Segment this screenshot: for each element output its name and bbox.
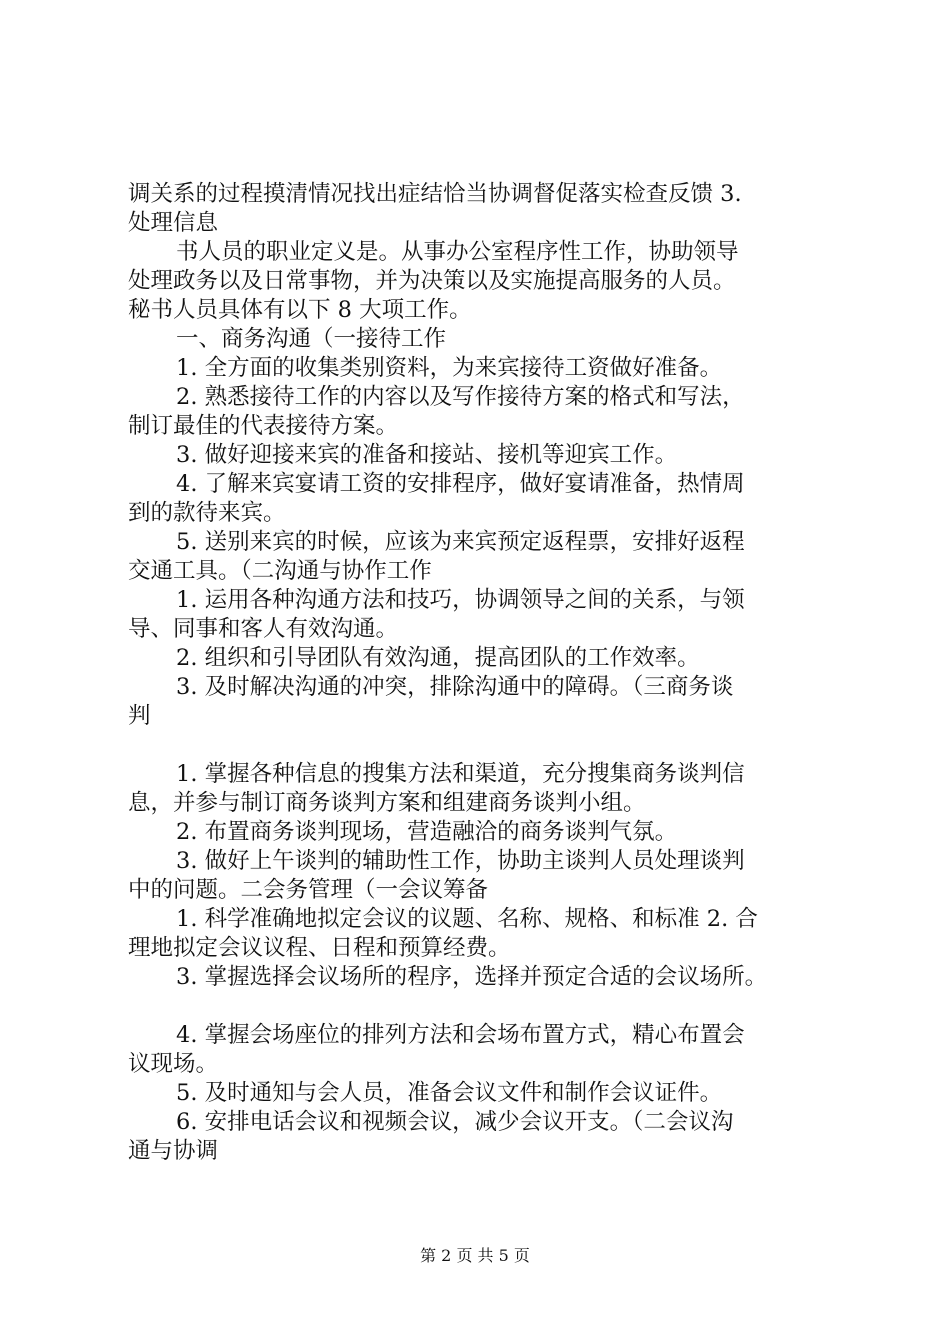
text-line: 2. 组织和引导团队有效沟通，提高团队的工作效率。 (176, 645, 700, 671)
text-line: 1. 运用各种沟通方法和技巧，协调领导之间的关系，与领 (176, 587, 745, 613)
text-line: 秘书人员具体有以下 8 大项工作。 (128, 297, 472, 323)
text-line: 理地拟定会议议程、日程和预算经费。 (128, 935, 511, 961)
text-line: 3. 做好迎接来宾的准备和接站、接机等迎宾工作。 (176, 442, 678, 468)
text-line: 4. 了解来宾宴请工资的安排程序，做好宴请准备，热情周 (176, 471, 745, 497)
text-line: 议现场。 (128, 1051, 219, 1077)
text-line: 1. 全方面的收集类别资料，为来宾接待工资做好准备。 (176, 355, 723, 381)
text-line: 处理政务以及日常事物，并为决策以及实施提高服务的人员。 (128, 268, 736, 294)
text-line: 3. 掌握选择会议场所的程序，选择并预定合适的会议场所。 (176, 964, 768, 990)
text-line: 到的款待来宾。 (128, 500, 286, 526)
text-line: 调关系的过程摸清情况找出症结恰当协调督促落实检查反馈 3. (128, 181, 742, 207)
text-line: 2. 布置商务谈判现场，营造融洽的商务谈判气氛。 (176, 819, 678, 845)
text-line: 处理信息 (128, 210, 219, 236)
document-body (128, 180, 840, 1166)
page-number-footer: 第 2 页 共 5 页 (420, 1246, 530, 1265)
paragraph-gap (128, 992, 840, 1021)
text-line: 6. 安排电话会议和视频会议，减少会议开支。（二会议沟 (176, 1109, 734, 1135)
text-line: 1. 科学准确地拟定会议的议题、名称、规格、和标准 2. 合 (176, 906, 758, 932)
text-line: 制订最佳的代表接待方案。 (128, 413, 399, 439)
text-line: 交通工具。（二沟通与协作工作 (128, 558, 432, 584)
paragraph-gap (128, 731, 840, 760)
text-line: 3. 及时解决沟通的冲突，排除沟通中的障碍。（三商务谈 (176, 674, 734, 700)
text-line: 判 (128, 703, 151, 729)
section-heading: 一、商务沟通（一接待工作 (176, 326, 447, 352)
text-line: 导、同事和客人有效沟通。 (128, 616, 399, 642)
text-line: 3. 做好上午谈判的辅助性工作，协助主谈判人员处理谈判 (176, 848, 745, 874)
text-line: 2. 熟悉接待工作的内容以及写作接待方案的格式和写法， (176, 384, 745, 410)
text-line: 5. 及时通知与会人员，准备会议文件和制作会议证件。 (176, 1080, 723, 1106)
text-line: 中的问题。二会务管理（一会议筹备 (128, 877, 489, 903)
text-line: 息，并参与制订商务谈判方案和组建商务谈判小组。 (128, 790, 646, 816)
text-line: 5. 送别来宾的时候，应该为来宾预定返程票，安排好返程 (176, 529, 745, 555)
text-line: 通与协调 (128, 1138, 219, 1164)
text-line: 书人员的职业定义是。从事办公室程序性工作，协助领导 (176, 239, 739, 265)
text-line: 4. 掌握会场座位的排列方法和会场布置方式，精心布置会 (176, 1022, 745, 1048)
text-line: 1. 掌握各种信息的搜集方法和渠道，充分搜集商务谈判信 (176, 761, 745, 787)
